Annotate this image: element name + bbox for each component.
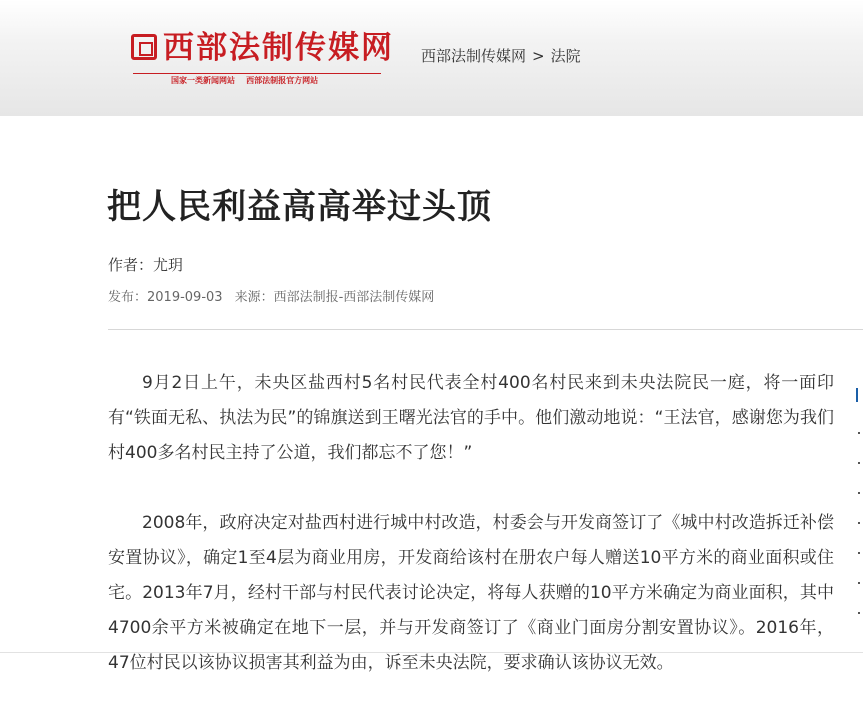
sidebar-accent-bar: [856, 388, 858, 402]
breadcrumb-section-link[interactable]: 法院: [550, 47, 581, 65]
breadcrumb: [421, 46, 581, 66]
publish-date: 发布：2019-09-03: [108, 290, 223, 305]
bottom-divider: [0, 652, 863, 653]
logo-text: 西部法制传媒网: [163, 30, 394, 66]
article-paragraph-2: 2008年，政府决定对盐西村进行城中村改造，村委会与开发商签订了《城中村改造拆迁补偿安置协议》，确定1至4层为商业用房，开发商给该村在册农户每人赠送10平方米的商业面积或住宅。2013年7月，经村干部与村民代表讨论决定，将每人获赠的10平方米确定为商业面积，其中4700余平方米被确定在地下一层，并与开发商签订了《商业门面房分割安置协议》。2016年，47位村民以该协议损害其利益为由，诉至未央法院，要求确认该协议无效。: [108, 513, 834, 673]
sidebar-bullet-icon: [858, 582, 860, 584]
breadcrumb-separator: >: [532, 47, 545, 65]
breadcrumb-home-link[interactable]: 西部法制传媒网: [421, 47, 527, 65]
header-divider: [108, 329, 863, 330]
article-title: 把人民利益高高举过头顶: [107, 187, 492, 227]
article-body: [108, 366, 834, 716]
sidebar-bullet-icon: [858, 492, 860, 494]
sidebar-bullet-icon: [858, 462, 860, 464]
article-author: 作者：尤玥: [108, 256, 184, 274]
article-meta: [108, 289, 434, 307]
logo-emblem-icon: [131, 34, 157, 60]
sidebar-bullet-icon: [858, 612, 860, 614]
sidebar-bullet-icon: [858, 522, 860, 524]
article-paragraph-1: 9月2日上午，未央区盐西村5名村民代表全村400名村民来到未央法院民一庭，将一面印有“铁面无私、执法为民”的锦旗送到王曙光法官的手中。他们激动地说：“王法官，感谢您为我们村400多名村民主持了公道，我们都忘不了您！”: [108, 373, 834, 463]
logo-tagline: 国家一类新闻网站 西部法制报官方网站: [171, 76, 319, 85]
sidebar-bullet-icon: [858, 552, 860, 554]
site-logo[interactable]: [131, 28, 394, 90]
logo-divider: [133, 73, 381, 74]
site-header: [0, 0, 863, 116]
article-source: 来源：西部法制报-西部法制传媒网: [234, 290, 435, 305]
sidebar-bullet-icon: [858, 432, 860, 434]
